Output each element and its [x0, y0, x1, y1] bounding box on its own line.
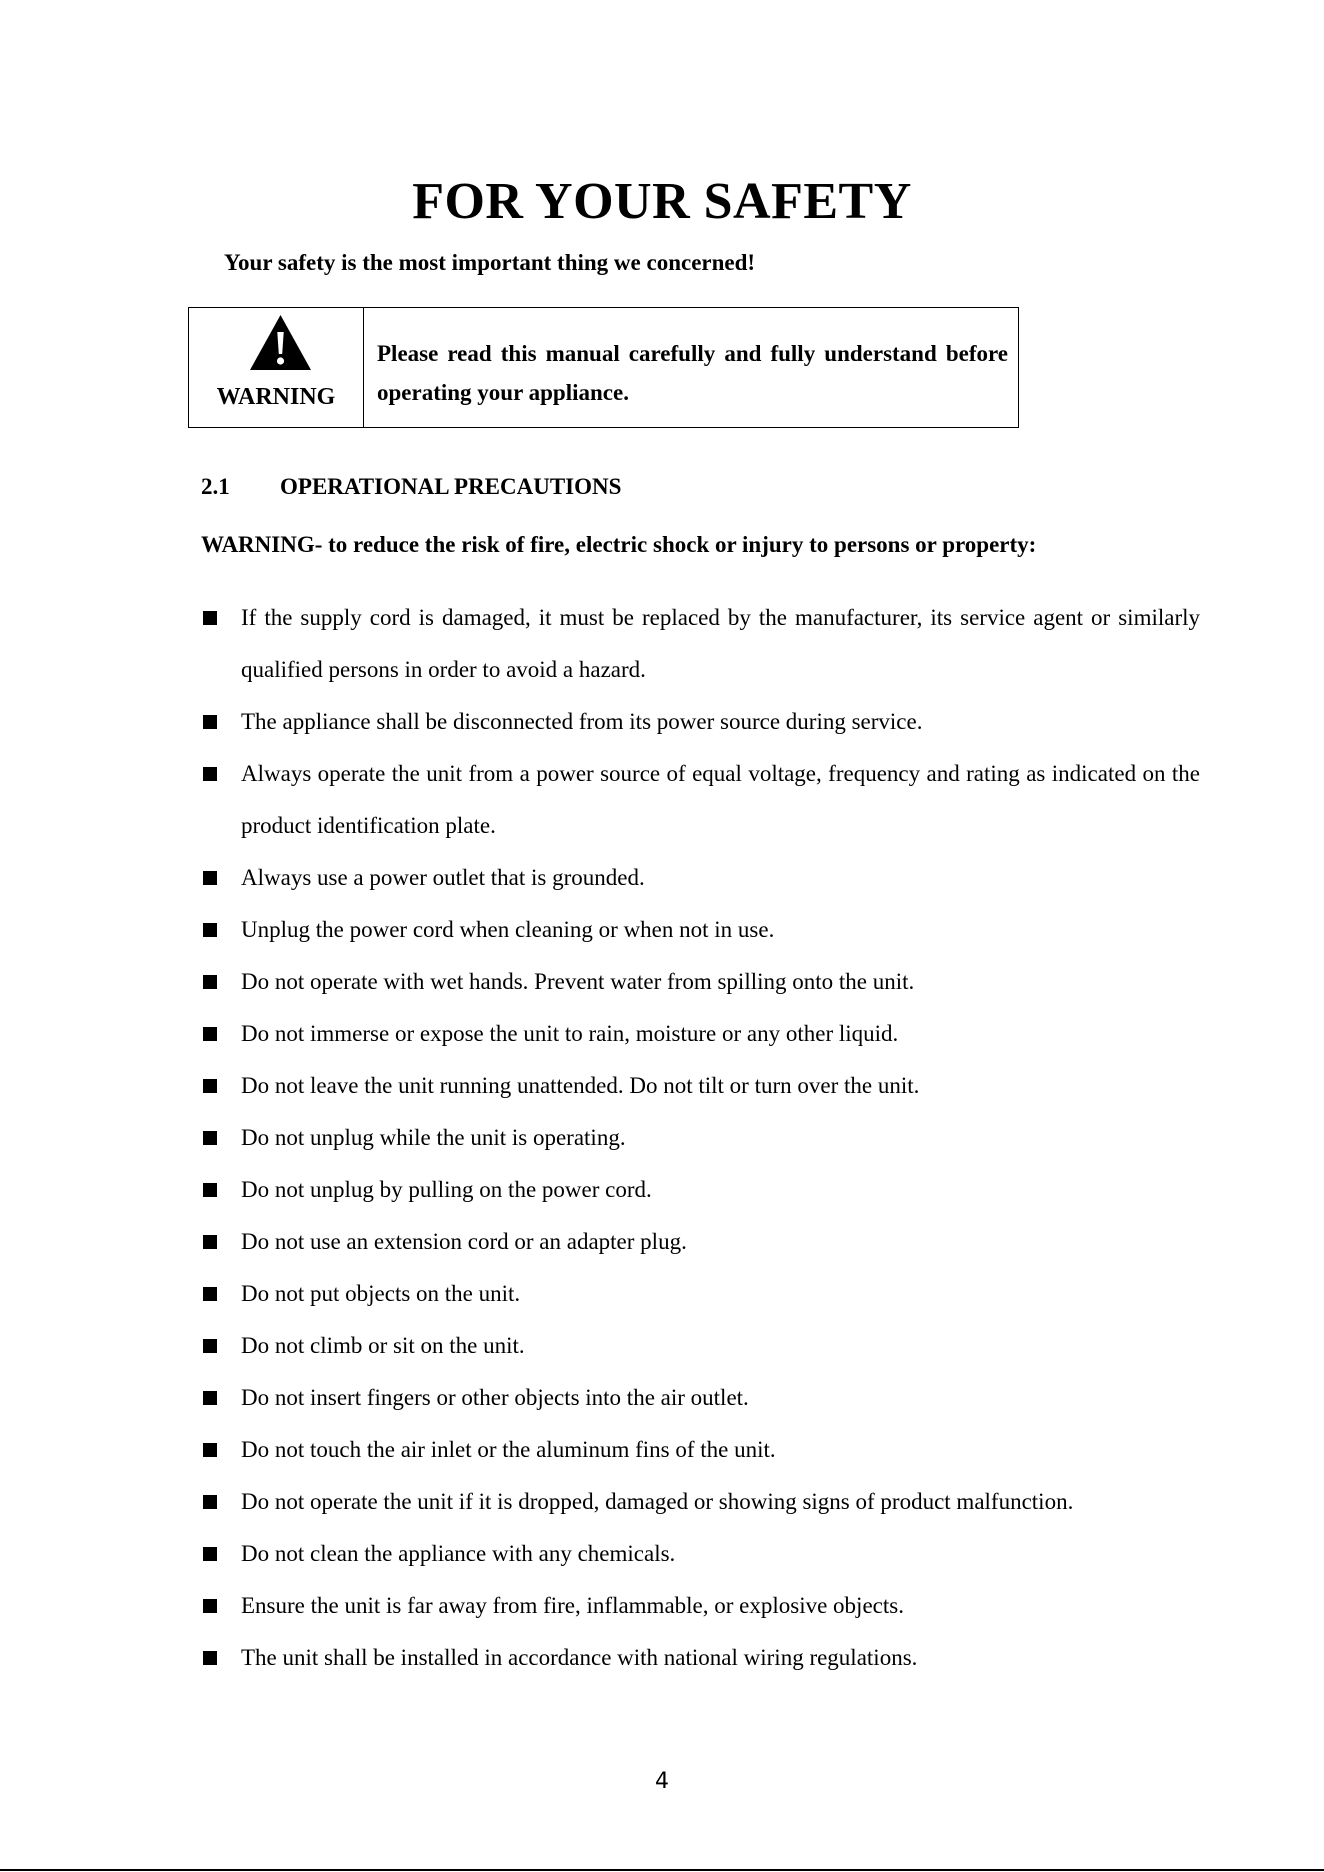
list-item — [201, 1060, 1200, 1112]
section-title: OPERATIONAL PRECAUTIONS — [280, 474, 622, 499]
list-item-text: Do not leave the unit running unattended. Do not tilt or turn over the unit. — [241, 1073, 920, 1098]
list-item — [201, 1008, 1200, 1060]
black-square-bullet-icon — [203, 871, 217, 885]
list-item — [201, 956, 1200, 1008]
black-square-bullet-icon — [203, 1339, 217, 1353]
black-square-bullet-icon — [203, 611, 217, 625]
precautions-list — [201, 592, 1200, 1684]
page-title: FOR YOUR SAFETY — [412, 173, 912, 230]
list-item — [201, 1216, 1200, 1268]
black-square-bullet-icon — [203, 1443, 217, 1457]
list-item-text: If the supply cord is damaged, it must be replaced by the manufacturer, its service agent or similarly qualified persons in order to avoid a hazard. — [241, 605, 1200, 682]
black-square-bullet-icon — [203, 1391, 217, 1405]
list-item — [201, 1112, 1200, 1164]
list-item — [201, 904, 1200, 956]
black-square-bullet-icon — [203, 1599, 217, 1613]
black-square-bullet-icon — [203, 1027, 217, 1041]
list-item-text: Always use a power outlet that is grounded. — [241, 865, 645, 890]
warning-triangle-icon — [249, 314, 312, 371]
list-item-text: Do not use an extension cord or an adapter plug. — [241, 1229, 687, 1254]
section-number: 2.1 — [201, 474, 230, 499]
warning-box-message-cell — [364, 308, 1018, 427]
black-square-bullet-icon — [203, 1651, 217, 1665]
list-item-text: Do not put objects on the unit. — [241, 1281, 521, 1306]
list-item-text: Unplug the power cord when cleaning or when not in use. — [241, 917, 775, 942]
black-square-bullet-icon — [203, 923, 217, 937]
list-item — [201, 1320, 1200, 1372]
black-square-bullet-icon — [203, 1287, 217, 1301]
list-item — [201, 1528, 1200, 1580]
section-warning-statement: WARNING- to reduce the risk of fire, electric shock or injury to persons or property: — [201, 532, 1037, 557]
list-item — [201, 1632, 1200, 1684]
black-square-bullet-icon — [203, 1547, 217, 1561]
list-item — [201, 592, 1200, 696]
list-item — [201, 696, 1200, 748]
page-number: 4 — [655, 1769, 669, 1794]
list-item-text: Do not unplug while the unit is operating. — [241, 1125, 626, 1150]
list-item — [201, 1268, 1200, 1320]
black-square-bullet-icon — [203, 1079, 217, 1093]
list-item-text: Do not climb or sit on the unit. — [241, 1333, 525, 1358]
bottom-rule — [0, 1869, 1324, 1871]
black-square-bullet-icon — [203, 715, 217, 729]
warning-label: WARNING — [216, 384, 336, 410]
list-item-text: Do not operate with wet hands. Prevent water from spilling onto the unit. — [241, 969, 915, 994]
list-item-text: Do not insert fingers or other objects into the air outlet. — [241, 1385, 749, 1410]
warning-box-label-cell — [189, 308, 364, 427]
black-square-bullet-icon — [203, 1131, 217, 1145]
list-item — [201, 1372, 1200, 1424]
list-item-text: Do not immerse or expose the unit to rain, moisture or any other liquid. — [241, 1021, 899, 1046]
section-heading — [201, 472, 621, 502]
black-square-bullet-icon — [203, 1495, 217, 1509]
list-item — [201, 748, 1200, 852]
warning-box — [188, 307, 1019, 428]
list-item-text: The unit shall be installed in accordance with national wiring regulations. — [241, 1645, 918, 1670]
black-square-bullet-icon — [203, 1235, 217, 1249]
list-item-text: The appliance shall be disconnected from its power source during service. — [241, 709, 923, 734]
warning-message: Please read this manual carefully and fully understand before operating your appliance. — [377, 341, 1008, 405]
page-subtitle: Your safety is the most important thing we concerned! — [224, 250, 756, 275]
list-item-text: Always operate the unit from a power source of equal voltage, frequency and rating as indicated on the product identification plate. — [241, 761, 1200, 838]
list-item — [201, 1476, 1200, 1528]
list-item-text: Do not unplug by pulling on the power cord. — [241, 1177, 652, 1202]
list-item — [201, 1424, 1200, 1476]
black-square-bullet-icon — [203, 1183, 217, 1197]
list-item — [201, 1580, 1200, 1632]
list-item-text: Do not clean the appliance with any chemicals. — [241, 1541, 676, 1566]
list-item-text: Do not operate the unit if it is dropped, damaged or showing signs of product malfunction. — [241, 1489, 1074, 1514]
black-square-bullet-icon — [203, 975, 217, 989]
list-item-text: Do not touch the air inlet or the aluminum fins of the unit. — [241, 1437, 776, 1462]
list-item-text: Ensure the unit is far away from fire, inflammable, or explosive objects. — [241, 1593, 904, 1618]
list-item — [201, 852, 1200, 904]
black-square-bullet-icon — [203, 767, 217, 781]
list-item — [201, 1164, 1200, 1216]
